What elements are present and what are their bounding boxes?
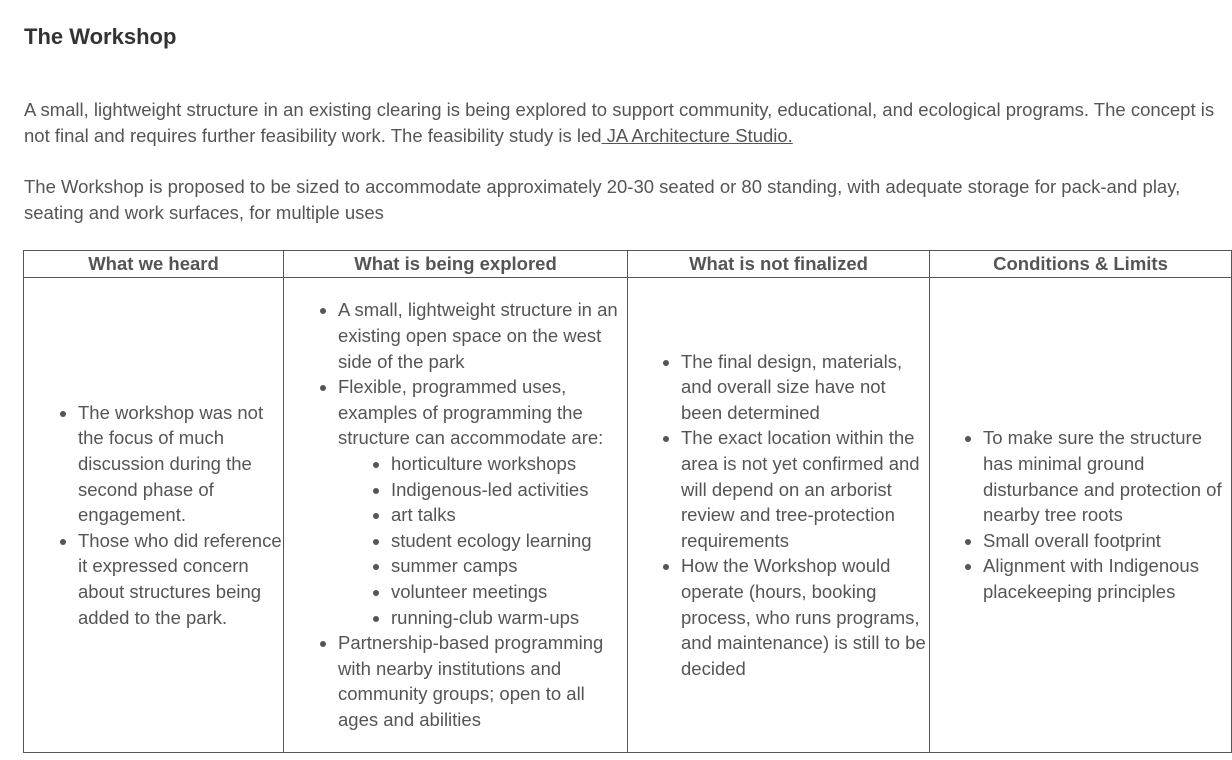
list-item-text: Flexible, programmed uses, examples of programming the structure can accommodate are: <box>338 376 604 449</box>
list-item: • Alignment with Indigenous placekeeping principles <box>983 553 1231 604</box>
explored-list <box>284 297 627 732</box>
header-what-is-not-finalized: What is not finalized <box>628 251 930 278</box>
header-what-we-heard: What we heard <box>24 251 284 278</box>
sublist-item: • horticulture workshops <box>391 451 627 477</box>
list-item: • To make sure the structure has minimal ground disturbance and protection of nearby tree roots <box>983 425 1231 527</box>
sublist-item: • Indigenous-led activities <box>391 477 627 503</box>
cell-conditions-limits <box>930 278 1232 753</box>
table-header-row <box>24 251 1232 278</box>
studio-link[interactable]: JA Architecture Studio. <box>601 124 793 146</box>
uses-sublist <box>338 451 627 630</box>
list-item: • The final design, materials, and overall size have not been determined <box>681 349 929 426</box>
sublist-item: • summer camps <box>391 553 627 579</box>
conditions-list <box>930 425 1231 604</box>
list-item: • The workshop was not the focus of much discussion during the second phase of engagement. <box>78 400 283 528</box>
workshop-table <box>23 250 1232 753</box>
list-item <box>338 374 627 630</box>
list-item: • Small overall footprint <box>983 528 1231 554</box>
not-finalized-list <box>628 349 929 682</box>
intro-paragraph <box>24 97 1220 148</box>
list-item: • How the Workshop would operate (hours, booking process, who runs programs, and maintenance) is still to be decided <box>681 553 929 681</box>
list-item: • Partnership-based programming with nearby institutions and community groups; open to all ages and abilities <box>338 630 627 732</box>
list-item: • Those who did reference it expressed concern about structures being added to the park. <box>78 528 283 630</box>
table-row <box>24 278 1232 753</box>
sublist-item: • running-club warm-ups <box>391 605 627 631</box>
header-what-is-being-explored: What is being explored <box>284 251 628 278</box>
heard-list <box>24 400 283 630</box>
cell-what-we-heard <box>24 278 284 753</box>
cell-what-is-being-explored <box>284 278 628 753</box>
capacity-paragraph: The Workshop is proposed to be sized to accommodate approximately 20-30 seated or 80 standing, with adequate storage for pack-and play, seating and work surfaces, for multiple uses <box>24 176 1181 223</box>
header-conditions-limits: Conditions & Limits <box>930 251 1232 278</box>
sublist-item: • art talks <box>391 502 627 528</box>
list-item: • The exact location within the area is not yet confirmed and will depend on an arborist review and tree-protection requirements <box>681 425 929 553</box>
intro-text: A small, lightweight structure in an existing clearing is being explored to support community, educational, and ecological programs. The concept is not final and requires further feasibility work. The feasibility study is led <box>24 99 1215 146</box>
sublist-item: • student ecology learning <box>391 528 627 554</box>
page-title: The Workshop <box>24 24 177 49</box>
cell-what-is-not-finalized <box>628 278 930 753</box>
list-item: • A small, lightweight structure in an existing open space on the west side of the park <box>338 297 627 374</box>
sublist-item: • volunteer meetings <box>391 579 627 605</box>
